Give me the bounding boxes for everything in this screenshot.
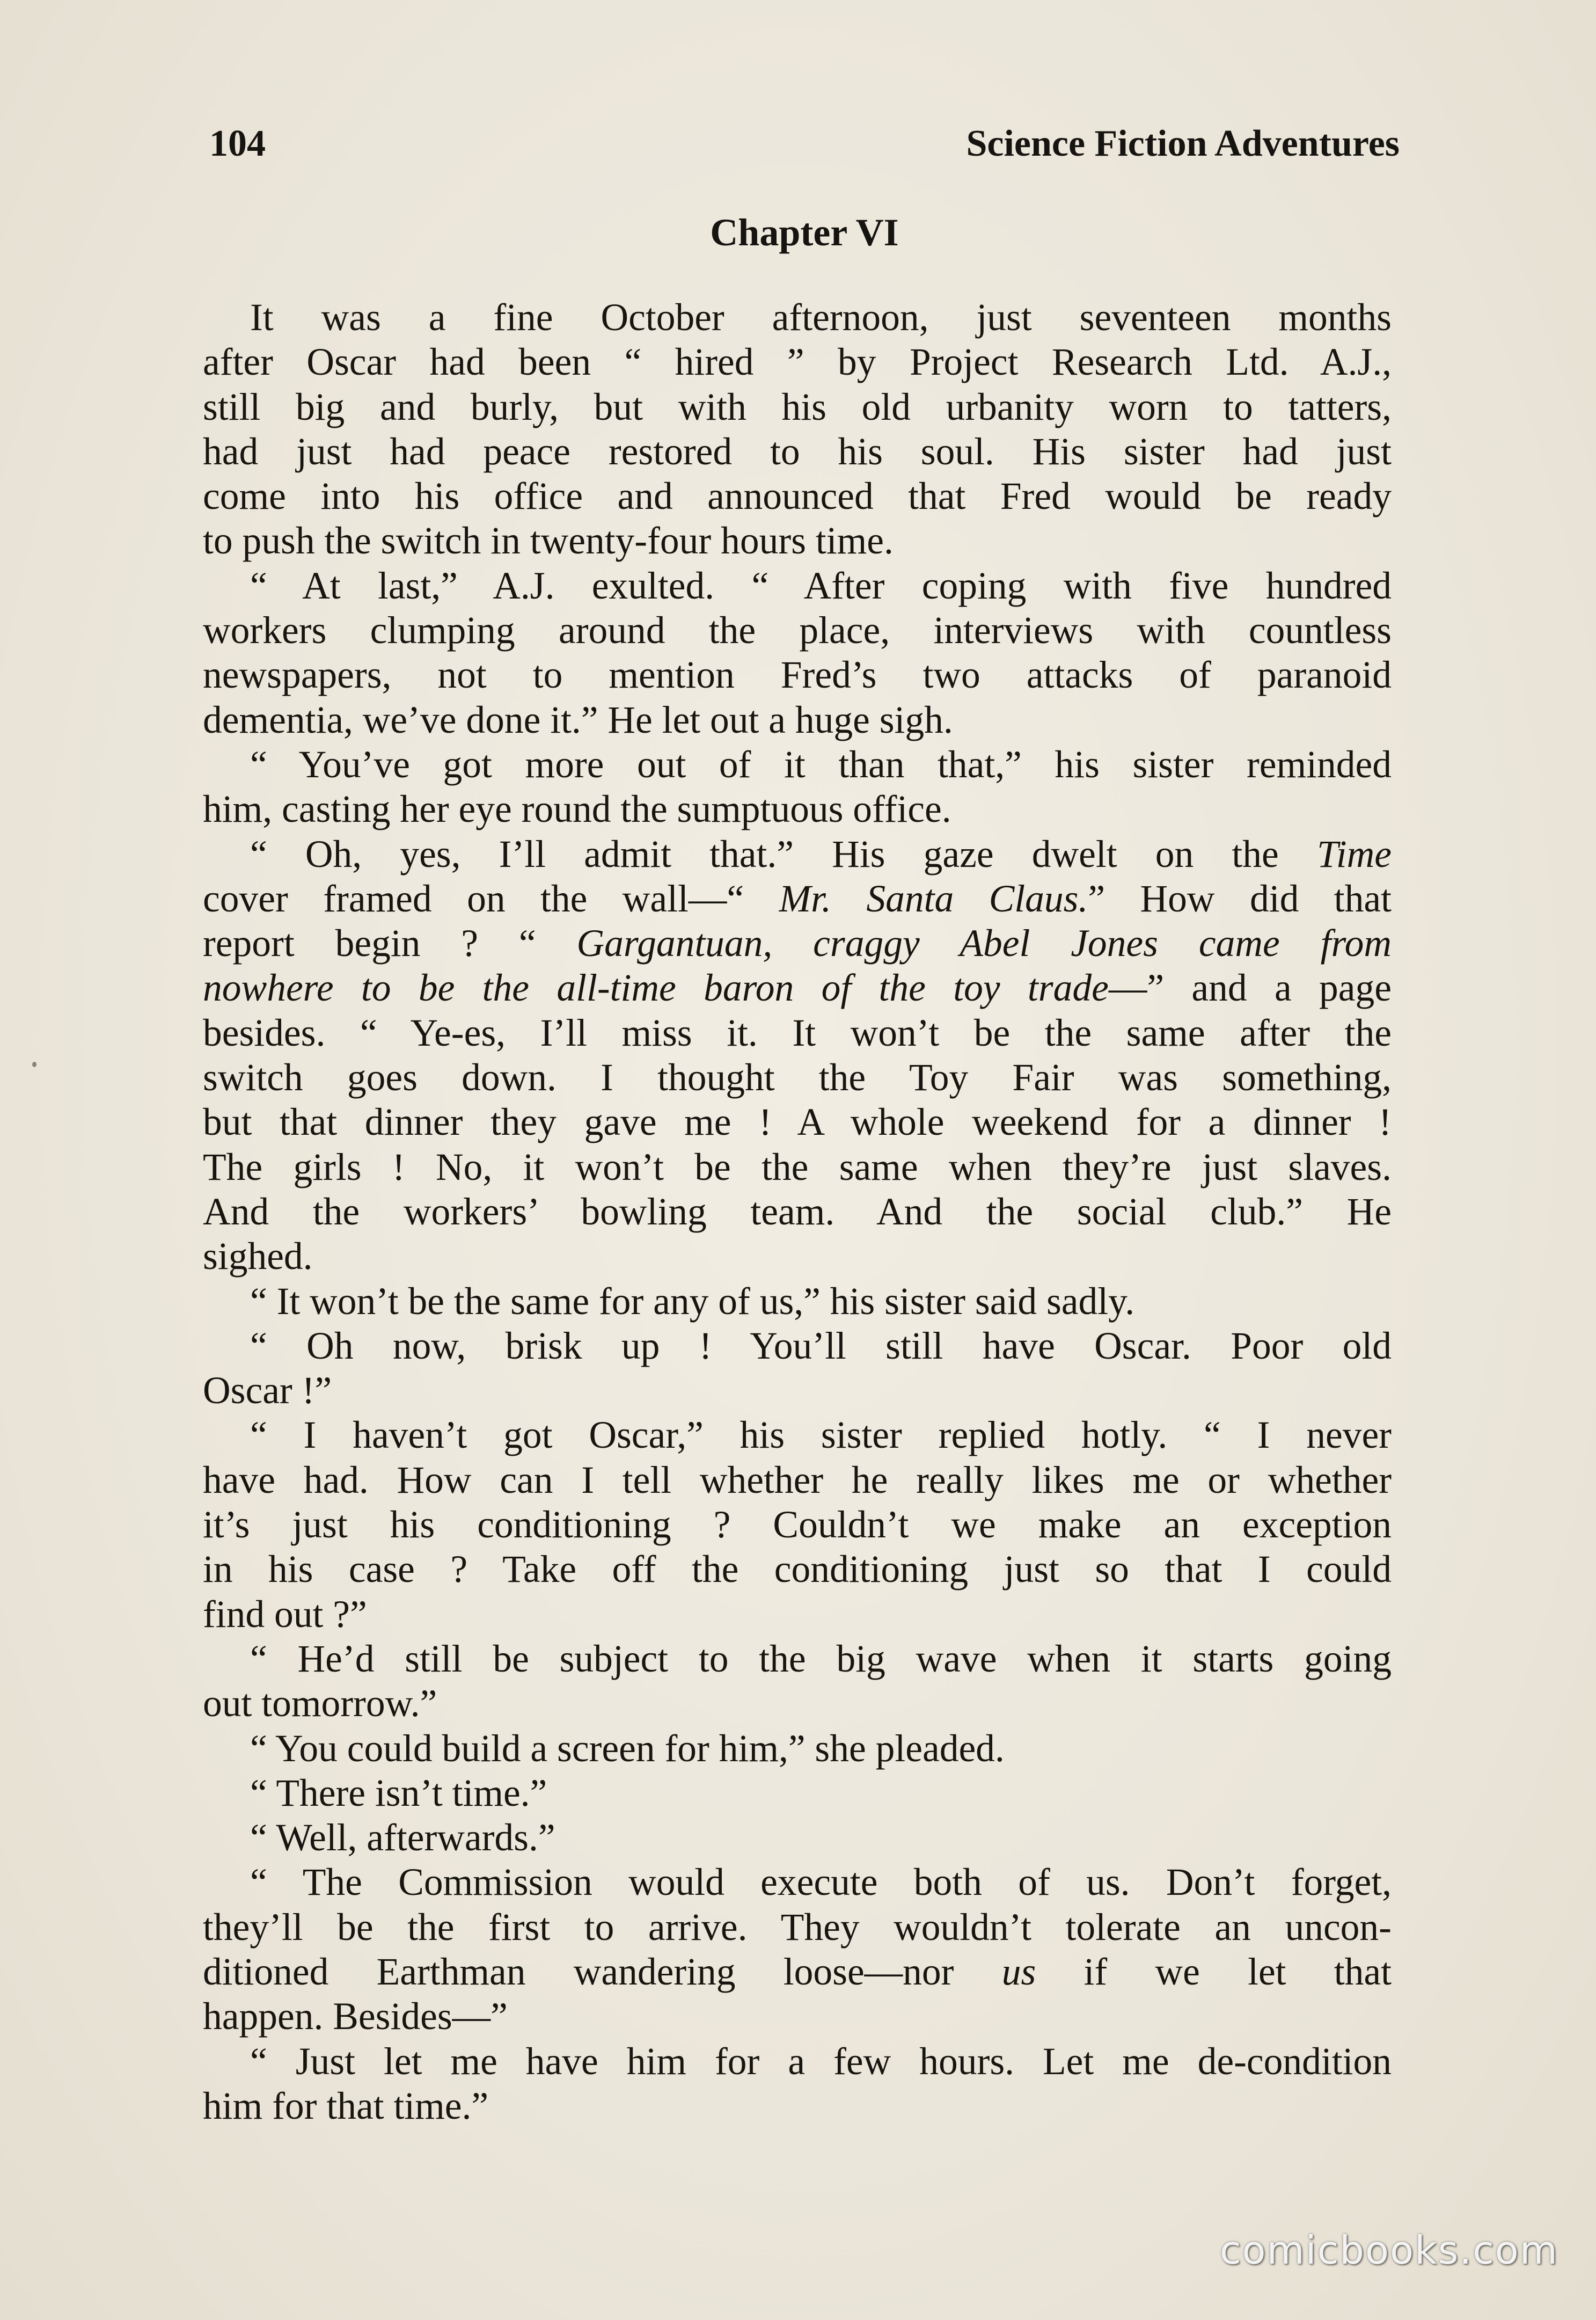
paragraph — [203, 832, 1392, 1279]
text-line: “ Just let me have him for a few hours. Let me de-condition — [250, 2040, 1392, 2083]
text-line: The girls ! No, it won’t be the same when they’re just slaves. — [203, 1146, 1392, 1188]
text-line: “ Oh, yes, I’ll admit that.” His gaze dwelt on the Time — [250, 833, 1392, 876]
text-line: sighed. — [203, 1235, 313, 1278]
paragraph — [203, 742, 1392, 832]
paragraph — [203, 1413, 1392, 1636]
text-line: report begin ? “ Gargantuan, craggy Abel Jones came from — [203, 922, 1392, 965]
paper-speck — [32, 1062, 36, 1067]
chapter-heading: Chapter VI — [710, 211, 899, 254]
text-line: “ The Commission would execute both of us. Don’t forget, — [250, 1861, 1392, 1904]
text-line: “ It won’t be the same for any of us,” his sister said sadly. — [250, 1280, 1135, 1323]
text-line: “ He’d still be subject to the big wave when it starts going — [250, 1637, 1392, 1680]
paragraph — [203, 1637, 1392, 1726]
text-line: had just had peace restored to his soul. His sister had just — [203, 430, 1392, 473]
running-head — [209, 122, 1400, 176]
page-number: 104 — [209, 123, 266, 164]
text-line: dementia, we’ve done it.” He let out a huge sigh. — [203, 698, 953, 741]
text-line: “ I haven’t got Oscar,” his sister replied hotly. “ I never — [250, 1414, 1392, 1457]
text-line: him for that time.” — [203, 2084, 489, 2127]
paragraph — [203, 1279, 1392, 1324]
body-text — [203, 295, 1392, 2128]
text-line: happen. Besides—” — [203, 1995, 508, 2038]
text-line: Oscar !” — [203, 1369, 332, 1412]
text-line: to push the switch in twenty-four hours time. — [203, 520, 894, 563]
text-line: And the workers’ bowling team. And the social club.” He — [203, 1190, 1392, 1233]
text-line: workers clumping around the place, interviews with countless — [203, 609, 1392, 652]
text-line: it’s just his conditioning ? Couldn’t we make an exception — [203, 1504, 1392, 1546]
text-line: “ At last,” A.J. exulted. “ After coping with five hundred — [250, 564, 1392, 607]
text-line: come into his office and announced that Fred would be ready — [203, 475, 1392, 518]
text-line: after Oscar had been “ hired ” by Project Research Ltd. A.J., — [203, 341, 1392, 384]
text-line: but that dinner they gave me ! A whole weekend for a dinner ! — [203, 1101, 1392, 1144]
text-line: out tomorrow.” — [203, 1682, 437, 1725]
paragraph — [203, 1324, 1392, 1413]
text-line: nowhere to be the all-time baron of the toy trade—” and a page — [203, 967, 1392, 1010]
paragraph — [203, 1815, 1392, 1860]
text-line: “ Well, afterwards.” — [250, 1816, 555, 1859]
text-line: newspapers, not to mention Fred’s two attacks of paranoid — [203, 654, 1392, 697]
text-line: “ There isn’t time.” — [250, 1771, 547, 1814]
text-line: still big and burly, but with his old urbanity worn to tatters, — [203, 385, 1392, 428]
text-line: have had. How can I tell whether he really likes me or whether — [203, 1458, 1392, 1501]
text-line: It was a fine October afternoon, just seventeen months — [250, 296, 1392, 339]
text-line: “ You’ve got more out of it than that,” his sister reminded — [250, 743, 1392, 786]
text-line: “ Oh now, brisk up ! You’ll still have Oscar. Poor old — [250, 1324, 1392, 1367]
text-line: him, casting her eye round the sumptuous office. — [203, 788, 951, 831]
text-line: switch goes down. I thought the Toy Fair was something, — [203, 1056, 1392, 1099]
paragraph — [203, 1771, 1392, 1815]
journal-title: Science Fiction Adventures — [966, 123, 1400, 164]
paragraph — [203, 2039, 1392, 2129]
text-line: besides. “ Ye-es, I’ll miss it. It won’t be the same after the — [203, 1011, 1392, 1054]
text-line: find out ?” — [203, 1593, 367, 1636]
paragraph — [203, 1726, 1392, 1771]
text-line: in his case ? Take off the conditioning just so that I could — [203, 1548, 1392, 1591]
paragraph — [203, 295, 1392, 564]
text-line: they’ll be the first to arrive. They wouldn’t tolerate an uncon- — [203, 1906, 1392, 1949]
text-line: ditioned Earthman wandering loose—nor us if we let that — [203, 1950, 1392, 1993]
watermark-logo: comicbooks.com — [1219, 2228, 1558, 2273]
paragraph — [203, 1860, 1392, 2039]
paragraph — [203, 564, 1392, 742]
text-line: “ You could build a screen for him,” she pleaded. — [250, 1727, 1005, 1770]
text-line: cover framed on the wall—“ Mr. Santa Claus.” How did that — [203, 877, 1392, 920]
